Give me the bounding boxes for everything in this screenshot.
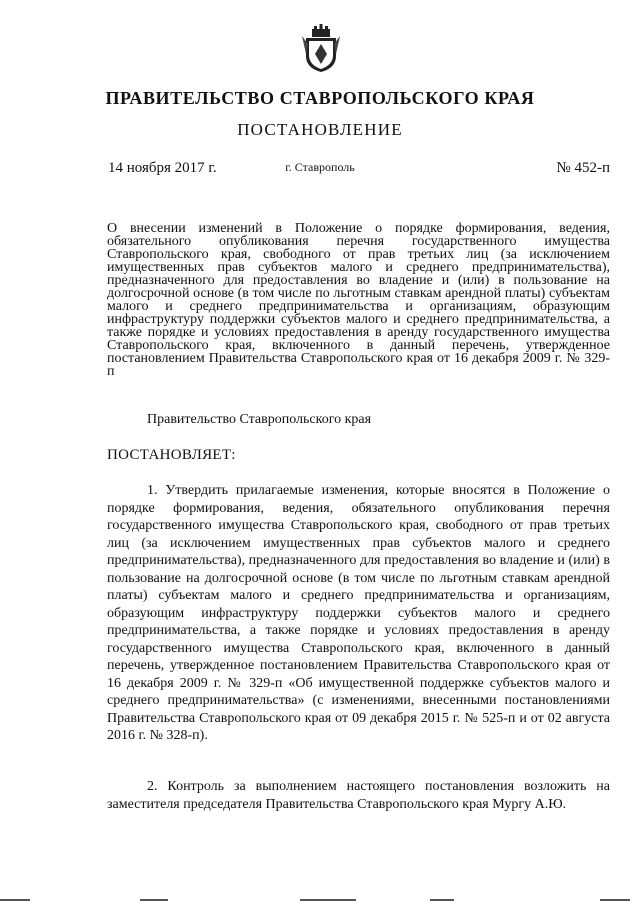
issuing-authority: Правительство Ставропольского края [147, 412, 372, 427]
resolution-item-2: 2. Контроль за выполнением настоящего постановления возложить на заместителя председателя Правительства Ставропольского края Мургу А.Ю. [107, 779, 610, 812]
decrees-heading: ПОСТАНОВЛЯЕТ: [107, 447, 236, 463]
document-city: г. Ставрополь [285, 160, 355, 174]
government-title: ПРАВИТЕЛЬСТВО СТАВРОПОЛЬСКОГО КРАЯ [105, 88, 535, 108]
page-footer-fragment [0, 892, 640, 905]
document-subject: О внесении изменений в Положение о порядке формирования, ведения, обязательного опубликования перечня государственного имущества Ставропольского края, свободного от прав третьих лиц (за исключением имущественных прав субъектов малого и среднего предпринимательства), предназначенного для предоставления во владение и (или) в пользование на долгосрочной основе (в том числе по льготным ставкам арендной платы) субъектам малого и среднего предпринимательства и организациям, образующим инфраструктуру поддержки субъектов малого и среднего предпринимательства, а также порядке и условиях предоставления в аренду государственного имущества Ставропольского края, включенного в данный перечень, утвержденное постановлением Правительства Ставропольского края от 16 декабря 2009 г. № 329-п [107, 221, 610, 379]
resolution-item-1: 1. Утвердить прилагаемые изменения, которые вносятся в Положение о порядке формирования, ведения, обязательного опубликования перечня государственного имущества Ставропольского края, свободного от прав третьих лиц (за исключением имущественных прав субъектов малого и среднего предпринимательства), предназначенного для предоставления во владение и (или) в пользование на долгосрочной основе (в том числе по льготным ставкам арендной платы) субъектам малого и среднего предпринимательства и организациям, образующим инфраструктуру поддержки субъектов малого и среднего предпринимательства, а также порядке и условиях предоставления в аренду государственного имущества Ставропольского края, включенного в данный перечень, утвержденное постановлением Правительства Ставропольского края от 16 декабря 2009 г. № 329-п «Об имущественной поддержке субъектов малого и среднего предпринимательства» (с изменениями, внесенными постановлениями Правительства Ставропольского края от 09 декабря 2015 г. № 525-п и от 02 августа 2016 г. № 328-п). [107, 483, 610, 743]
document-number: № 452-п [556, 160, 610, 176]
document-type: ПОСТАНОВЛЕНИЕ [237, 120, 403, 139]
document-date: 14 ноября 2017 г. [108, 160, 217, 176]
stavropol-coat-of-arms-icon [300, 24, 342, 74]
